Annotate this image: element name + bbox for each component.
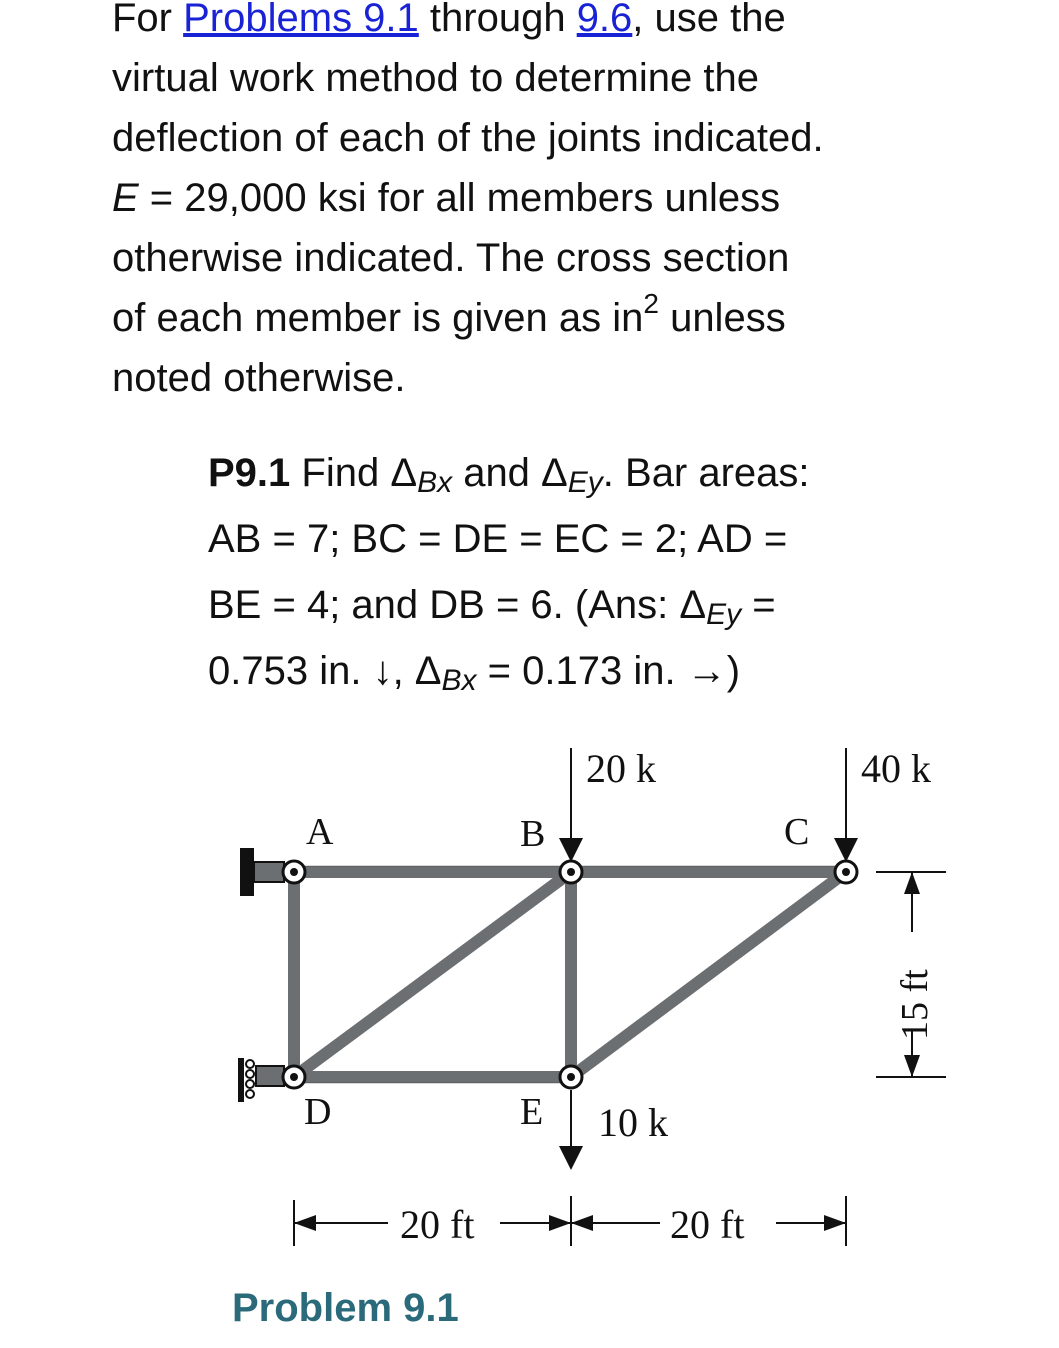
problem-text: and Δ [452, 451, 568, 495]
roller-support-d [238, 1058, 284, 1102]
joint-b [560, 861, 582, 883]
problem-statement [208, 440, 1008, 704]
problems-9-1-link[interactable]: Problems 9.1 [183, 0, 419, 40]
problem-text: . Bar areas: [602, 451, 810, 495]
modulus-symbol: E [112, 176, 139, 220]
intro-line-3: deflection of each of the joints indicated. [112, 116, 824, 160]
problem-text: = [741, 583, 776, 627]
intro-text: For [112, 0, 184, 40]
intro-text: = 29,000 ksi for all members unless [138, 176, 781, 220]
problem-line-4 [208, 638, 1008, 704]
intro-line-4 [112, 168, 1012, 228]
joint-label-b: B [520, 813, 546, 855]
problem-line-1 [208, 440, 1008, 506]
member-ec [571, 872, 846, 1077]
load-label-c: 40 k [861, 746, 931, 791]
problem-text: 0.753 in. ↓, Δ [208, 649, 442, 693]
dimension-right-label: 20 ft [670, 1202, 745, 1247]
subscript: Bx [441, 664, 477, 697]
problem-text: BE = 4; and DB = 6. (Ans: Δ [208, 583, 707, 627]
load-label-e: 10 k [598, 1100, 668, 1145]
problem-line-3 [208, 572, 1008, 638]
intro-text: unless [658, 296, 786, 340]
intro-text: of each member is given as in [112, 296, 644, 340]
intro-line-6 [112, 288, 1012, 348]
joint-label-d: D [304, 1091, 332, 1133]
load-arrow-c [834, 748, 858, 862]
load-arrow-e [559, 1090, 583, 1170]
joint-label-e: E [520, 1091, 544, 1133]
joint-label-a: A [306, 811, 334, 853]
subscript: Ey [567, 466, 603, 499]
superscript: 2 [643, 287, 659, 319]
joint-e [560, 1066, 582, 1088]
pin-support-a [240, 848, 284, 896]
intro-text: , use the [632, 0, 786, 40]
joint-a [283, 861, 305, 883]
load-arrow-b [559, 748, 583, 862]
problem-number: P9.1 [208, 451, 291, 495]
intro-line-1 [112, 0, 1012, 48]
intro-line-7: noted otherwise. [112, 356, 406, 400]
member-db [294, 872, 571, 1077]
intro-paragraph [112, 0, 1012, 408]
intro-line-2: virtual work method to determine the [112, 56, 759, 100]
problem-line-2: AB = 7; BC = DE = EC = 2; AD = [208, 517, 788, 561]
dimension-left-label: 20 ft [400, 1202, 475, 1247]
problem-9-6-link[interactable]: 9.6 [576, 0, 633, 40]
load-label-b: 20 k [586, 746, 656, 791]
subscript: Ey [706, 598, 742, 631]
intro-text: through [418, 0, 577, 40]
truss-members [294, 872, 846, 1077]
joint-label-c: C [784, 811, 810, 853]
problem-text: Find Δ [290, 451, 418, 495]
figure-caption: Problem 9.1 [232, 1286, 459, 1330]
joint-c [835, 861, 857, 883]
intro-line-5: otherwise indicated. The cross section [112, 236, 790, 280]
truss-figure [0, 730, 1059, 1270]
joint-d [283, 1066, 305, 1088]
subscript: Bx [417, 466, 453, 499]
dimension-height-label: 15 ft [894, 969, 936, 1040]
problem-text: = 0.173 in. →) [476, 649, 741, 693]
